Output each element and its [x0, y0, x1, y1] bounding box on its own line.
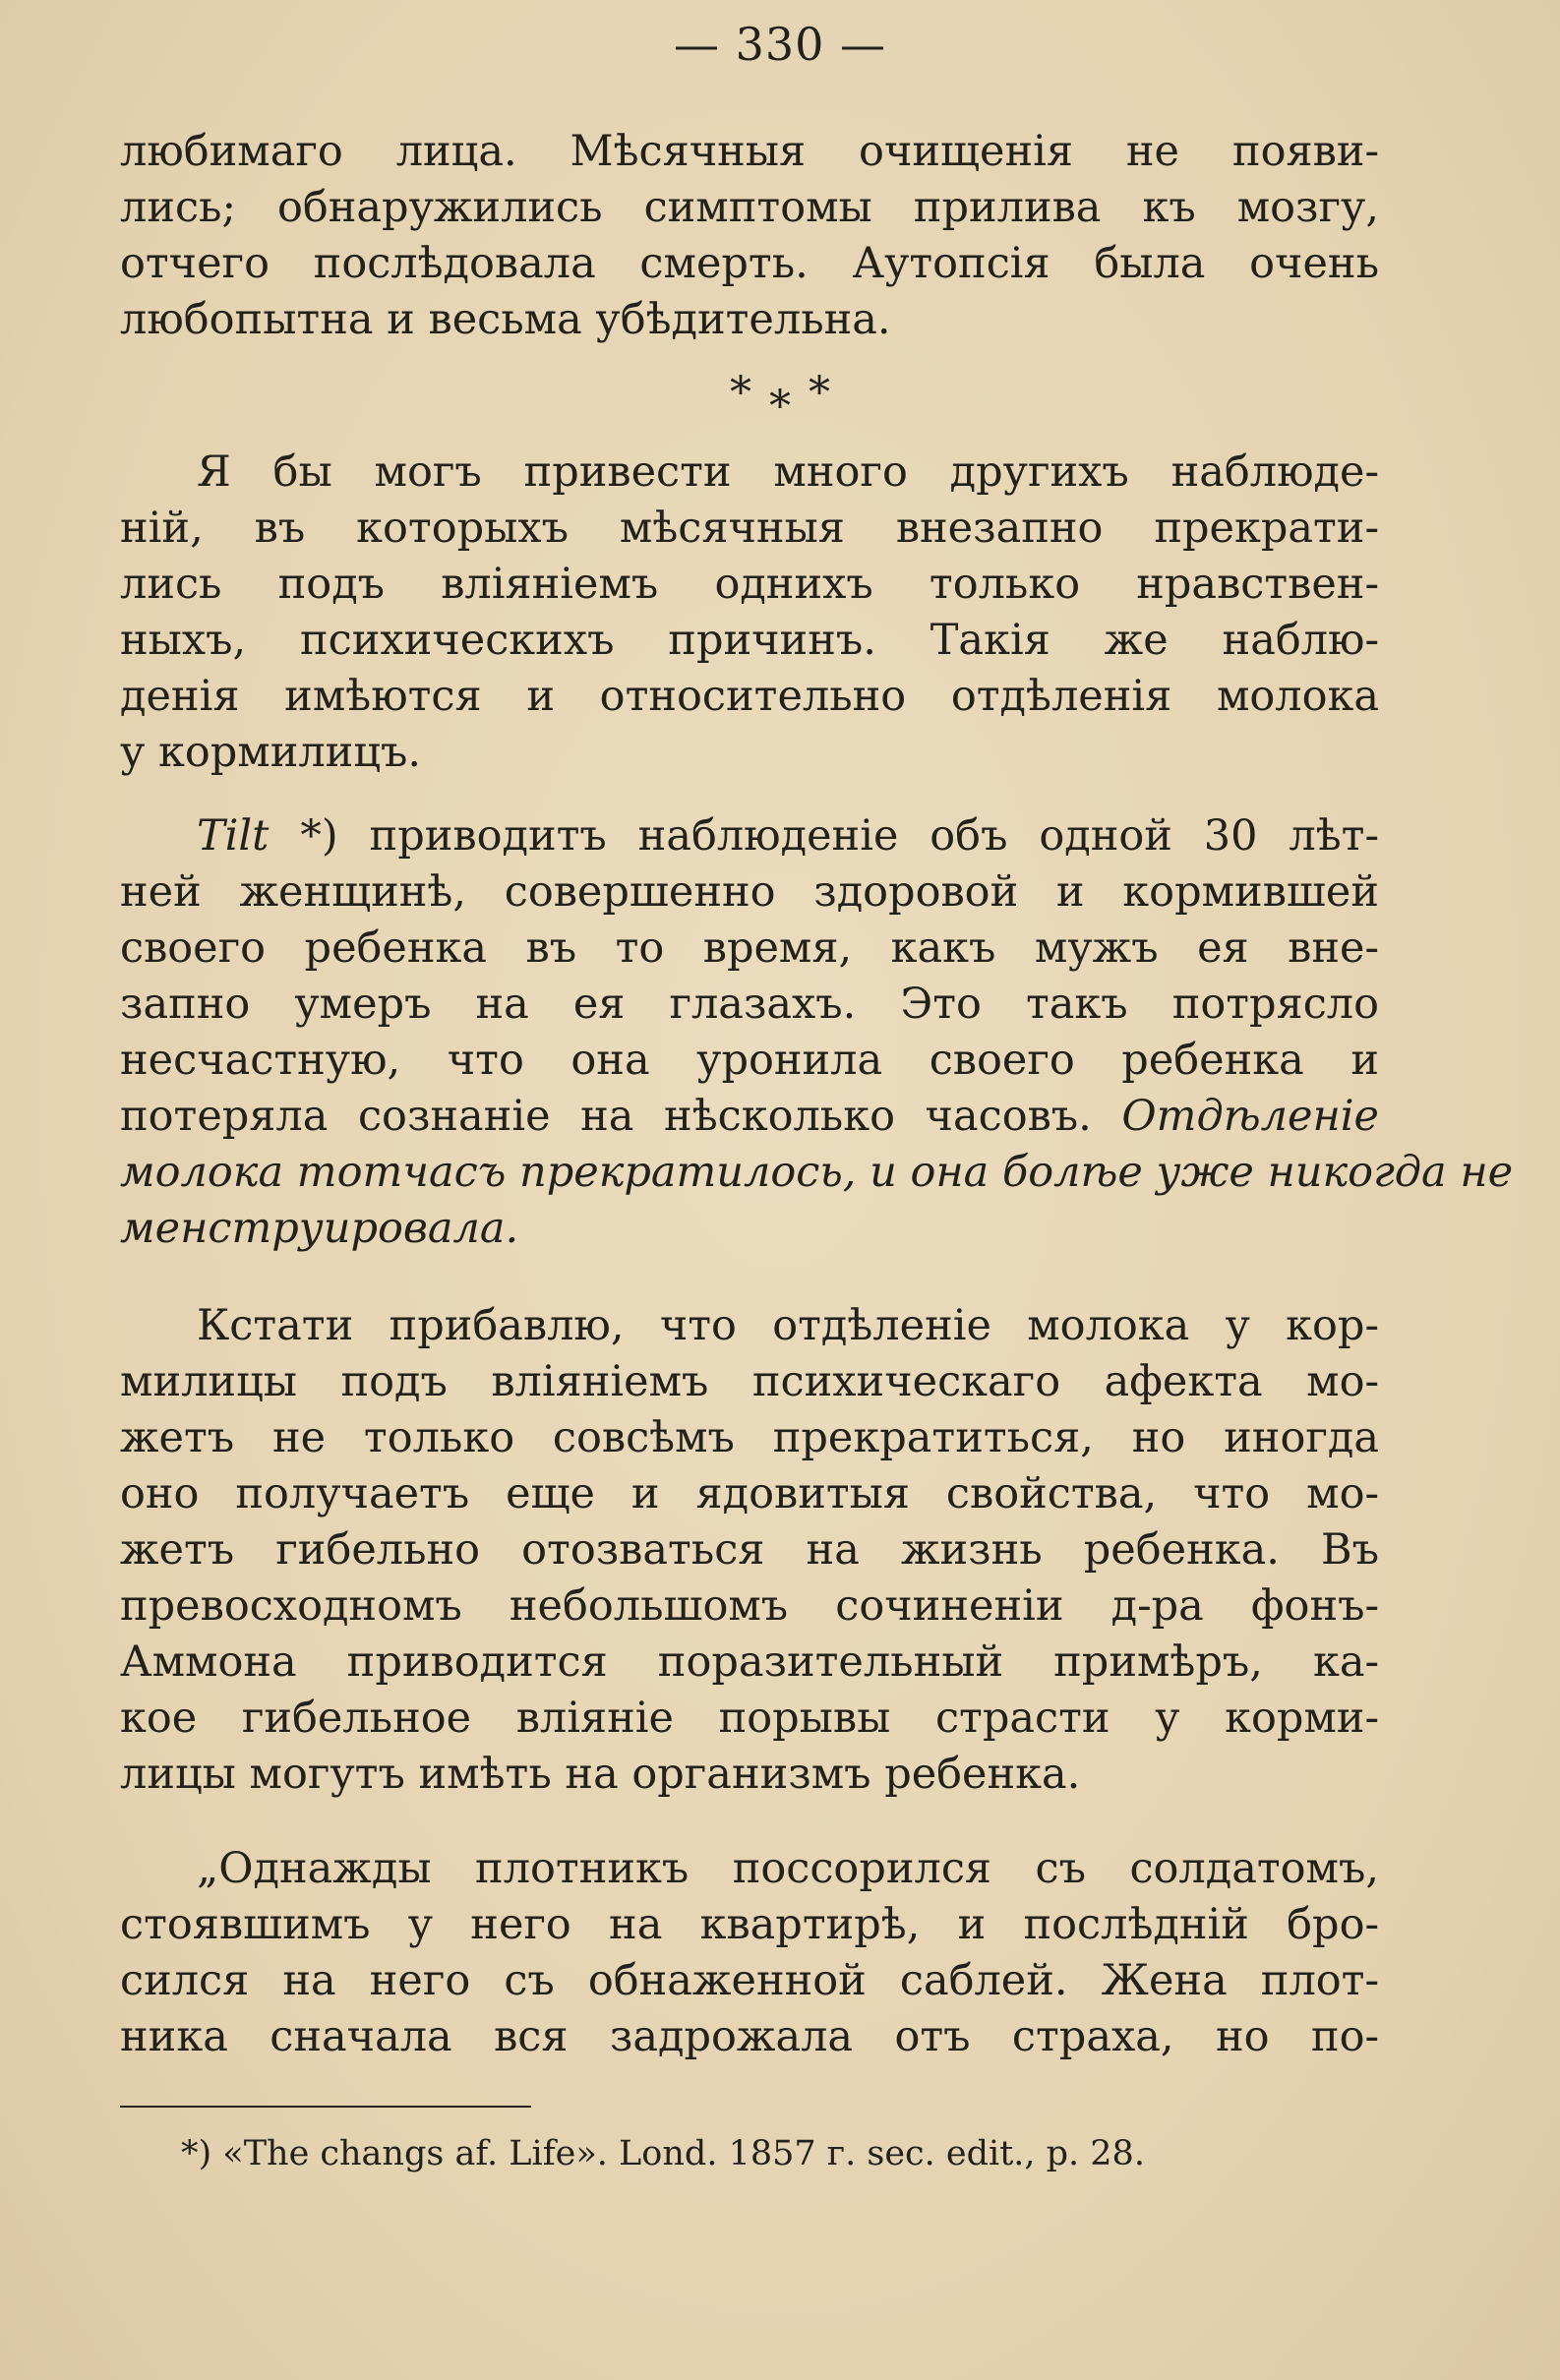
- text-line: своего ребенка въ то время, какъ мужъ ея вне-: [120, 923, 1379, 973]
- text-line: запно умеръ на ея глазахъ. Это такъ потрясло: [120, 980, 1379, 1029]
- text-run: потеряла сознаніе на нѣсколько часовъ.: [120, 1092, 1122, 1141]
- emphasis-line: менструировала.: [120, 1204, 519, 1253]
- text-line: сился на него съ обнаженной саблей. Жена плот-: [120, 1956, 1379, 2005]
- text-line: отчего послѣдовала смерть. Аутопсія была очень: [120, 239, 1379, 288]
- text-line: ней женщинѣ, совершенно здоровой и кормившей: [120, 867, 1379, 917]
- text-line: лись подъ вліяніемъ однихъ только нравствен-: [120, 560, 1379, 609]
- text-line: у кормилицъ.: [120, 728, 422, 777]
- text-line: лись; обнаружились симптомы прилива къ мозгу,: [120, 183, 1379, 232]
- text-line: [120, 808, 1379, 864]
- text-line: жетъ не только совсѣмъ прекратиться, но иногда: [120, 1413, 1379, 1462]
- footnote: *) «The changs af. Life». Lond. 1857 г. sec. edit., p. 28.: [181, 2134, 1145, 2173]
- asterisk: *: [809, 368, 830, 418]
- asterisk: *: [769, 382, 791, 432]
- asterisk: *: [730, 368, 751, 418]
- footnote-divider: [120, 2106, 531, 2108]
- emphasis-run: Отдѣленіе: [1121, 1092, 1379, 1141]
- paragraph-tilt: [120, 808, 1514, 1257]
- text-line: Кстати прибавлю, что отдѣленіе молока у кор-: [197, 1301, 1379, 1350]
- text-line: любопытна и весьма убѣдительна.: [120, 295, 891, 344]
- text-line: оно получаетъ еще и ядовитыя свойства, что мо-: [120, 1469, 1379, 1518]
- text-line: [120, 1089, 1379, 1145]
- text-line: превосходномъ небольшомъ сочиненіи д-ра фонъ-: [120, 1581, 1379, 1631]
- text-line: ній, въ которыхъ мѣсячныя внезапно прекрати-: [120, 504, 1379, 553]
- text-line: „Однажды плотникъ поссорился съ солдатомъ,: [197, 1844, 1379, 1893]
- paragraph-continuation: [120, 124, 1379, 348]
- author-name: Tilt: [197, 811, 270, 861]
- text-line: лицы могутъ имѣть на организмъ ребенка.: [120, 1750, 1081, 1799]
- text-line: кое гибельное вліяніе порывы страсти у корми-: [120, 1694, 1379, 1743]
- emphasis-line: молока тотчасъ прекратилось, и она болѣе уже никогда не: [120, 1148, 1514, 1197]
- text-line: стоявшимъ у него на квартирѣ, и послѣдній бро-: [120, 1900, 1379, 1949]
- paragraph-nurse-milk: [120, 1298, 1379, 1803]
- paragraph-observations: [120, 445, 1379, 781]
- text-line: ника сначала вся задрожала отъ страха, но по-: [120, 2012, 1379, 2061]
- text-line: денія имѣются и относительно отдѣленія молока: [120, 672, 1379, 721]
- text-line: несчастную, что она уронила своего ребенка и: [120, 1036, 1379, 1085]
- text-line: Аммона приводится поразительный примѣръ, ка-: [120, 1637, 1379, 1687]
- text-line: любимаго лица. Мѣсячныя очищенія не появи-: [120, 127, 1379, 176]
- page-number: — 330 —: [673, 18, 887, 71]
- text-line: жетъ гибельно отозваться на жизнь ребенка. Въ: [120, 1525, 1379, 1575]
- text-line: Я бы могъ привести много другихъ наблюде-: [197, 447, 1379, 497]
- section-asterism: [0, 368, 1560, 432]
- text-line: милицы подъ вліяніемъ психическаго афекта мо-: [120, 1357, 1379, 1406]
- paragraph-carpenter: [120, 1841, 1379, 2065]
- text-run: *) приводитъ наблюденіе объ одной 30 лѣт-: [269, 811, 1379, 861]
- text-line: ныхъ, психическихъ причинъ. Такія же наблю-: [120, 616, 1379, 665]
